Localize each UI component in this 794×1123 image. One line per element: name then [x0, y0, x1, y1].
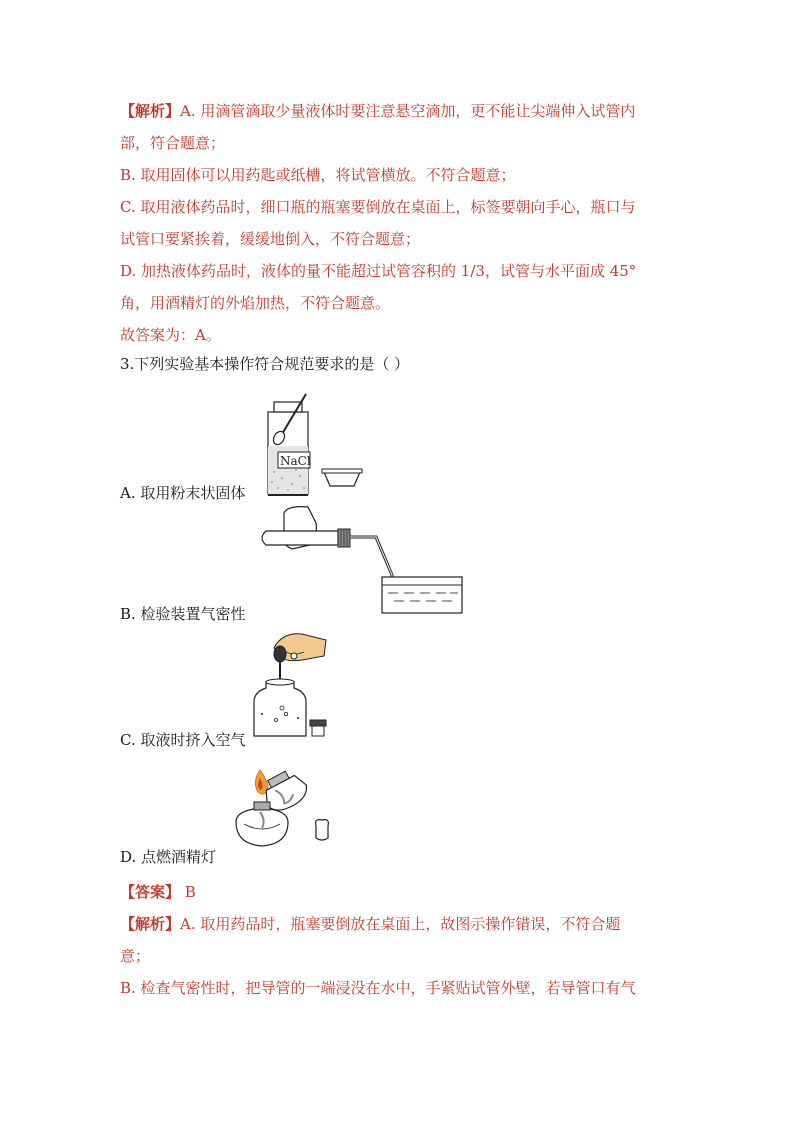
figure-d-alcohol-lamp	[222, 764, 338, 850]
figure-b-airtightness	[258, 505, 468, 615]
option-b-label: B. 检验装置气密性	[120, 605, 246, 623]
answer-value: B	[184, 883, 196, 901]
analysis-line-6: D. 加热液体药品时，液体的量不能超过试管容积的 1/3，试管与水平面成 45°	[120, 262, 637, 280]
analysis2-line-1	[120, 914, 620, 934]
analysis-line-5: 试管口要紧挨着，缓缓地倒入，不符合题意；	[120, 230, 421, 248]
answer-tag: 【答案】	[120, 883, 181, 901]
answer-row	[120, 882, 196, 902]
option-d-label: D. 点燃酒精灯	[120, 848, 217, 866]
question-stem: 3.下列实验基本操作符合规范要求的是（ ）	[120, 355, 410, 373]
option-c-label: C. 取液时挤入空气	[120, 731, 246, 749]
option-a-label: A. 取用粉末状固体	[120, 484, 246, 502]
analysis-text: A. 用滴管滴取少量液体时要注意悬空滴加，更不能让尖端伸入试管内	[180, 102, 636, 120]
analysis2-line-2: 意；	[120, 947, 151, 965]
analysis-line-4: C. 取用液体药品时，细口瓶的瓶塞要倒放在桌面上，标签要朝向手心，瓶口与	[120, 198, 636, 216]
analysis2-line-3: B. 检查气密性时，把导管的一端浸没在水中，手紧贴试管外壁，若导管口有气	[120, 979, 636, 997]
nacl-label: NaCl	[280, 454, 311, 468]
analysis2-text: A. 取用药品时，瓶塞要倒放在桌面上，故图示操作错误，不符合题	[180, 915, 621, 933]
analysis-line-7: 角，用酒精灯的外焰加热，不符合题意。	[120, 294, 391, 312]
figure-c-dropper	[248, 630, 338, 742]
analysis-line-1	[120, 101, 635, 121]
figure-a-powder-bottle	[262, 392, 372, 498]
analysis-line-3: B. 取用固体可以用药匙或纸槽，将试管横放。不符合题意；	[120, 166, 516, 184]
analysis2-tag: 【解析】	[120, 915, 181, 933]
analysis-tag: 【解析】	[120, 102, 181, 120]
analysis-line-2: 部，符合题意；	[120, 134, 226, 152]
answer-line: 故答案为：A。	[120, 326, 221, 344]
